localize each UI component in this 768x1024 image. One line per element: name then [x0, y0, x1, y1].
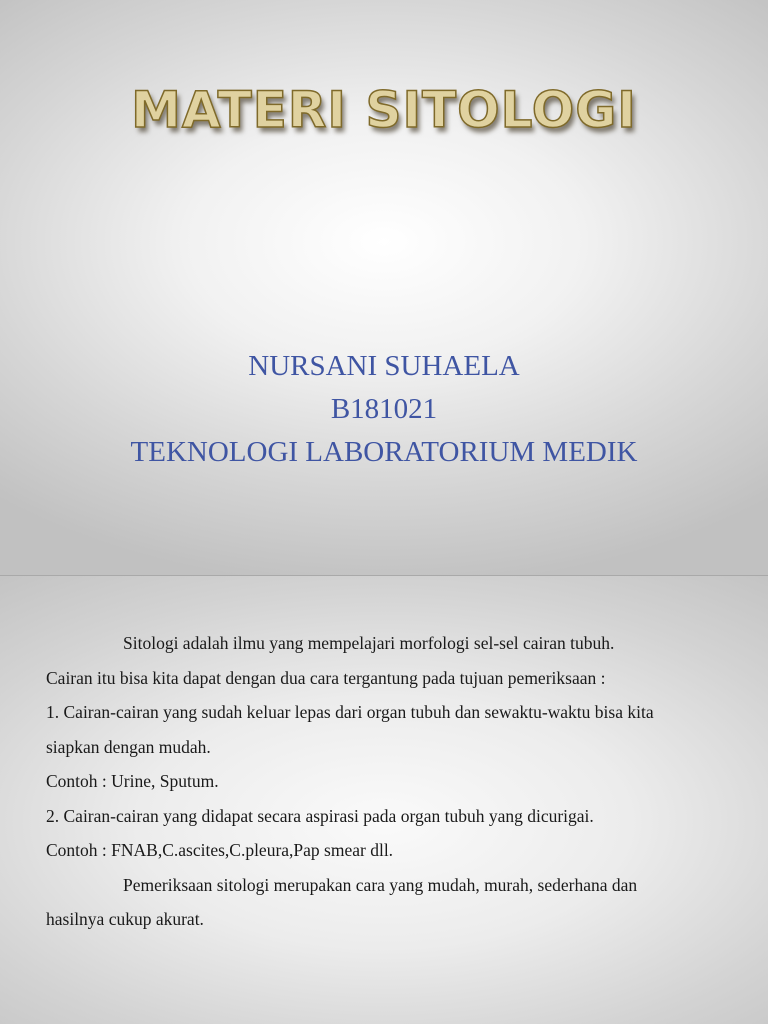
paragraph-method-1: 1. Cairan-cairan yang sudah keluar lepas dari organ tubuh dan sewaktu-waktu bisa kita siapkan dengan mudah.	[46, 702, 654, 757]
author-block	[0, 345, 768, 474]
paragraph-conclusion: Pemeriksaan sitologi merupakan cara yang mudah, murah, sederhana dan hasilnya cukup akurat.	[46, 874, 638, 929]
paragraph-example-1: Contoh : Urine, Sputum.	[46, 771, 219, 791]
paragraph-example-2: Contoh : FNAB,C.ascites,C.pleura,Pap smear dll.	[46, 840, 394, 860]
study-program: TEKNOLOGI LABORATORIUM MEDIK	[130, 436, 638, 468]
paragraph-definition: Sitologi adalah ilmu yang mempelajari morfologi sel-sel cairan tubuh.	[123, 633, 615, 653]
slide-title: MATERI SITOLOGI	[131, 81, 637, 139]
body-text	[46, 626, 686, 937]
paragraph-methods-intro: Cairan itu bisa kita dapat dengan dua cara tergantung pada tujuan pemeriksaan :	[46, 667, 606, 688]
paragraph-method-2: 2. Cairan-cairan yang didapat secara aspirasi pada organ tubuh yang dicurigai.	[46, 805, 594, 826]
author-name: NURSANI SUHAELA	[248, 350, 520, 382]
content-slide	[0, 576, 768, 1024]
student-id: B181021	[330, 393, 438, 425]
